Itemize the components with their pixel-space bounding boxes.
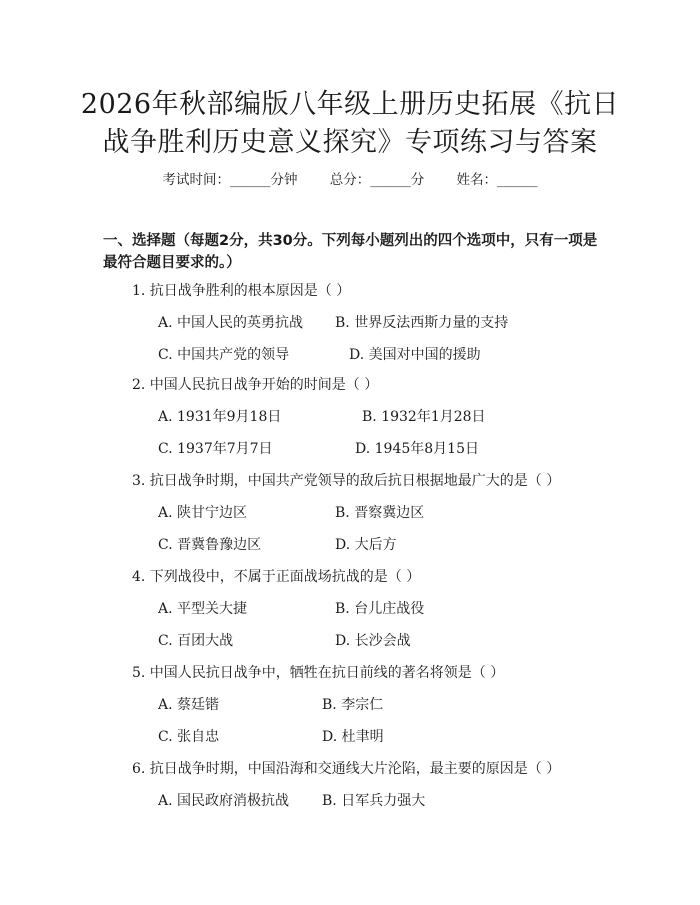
- question-stem: 5. 中国人民抗日战争中，牺牲在抗日前线的著名将领是（ ）: [132, 665, 505, 681]
- option-c: C. 中国共产党的领导: [158, 347, 290, 363]
- option-a: A. 1931年9月18日: [158, 409, 282, 425]
- section-heading: 一、选择题（每题2分，共30分。下列每小题列出的四个选项中，只有一项是最符合题目要求的。）: [103, 233, 598, 271]
- option-a: A. 蔡廷锴: [158, 697, 220, 713]
- exam-info: [0, 171, 700, 189]
- title-line-2: 战争胜利历史意义探究》专项练习与答案: [102, 127, 598, 158]
- question-stem: 6. 抗日战争时期，中国沿海和交通线大片沦陷，最主要的原因是（ ）: [132, 761, 561, 777]
- student-name: 姓名：______: [456, 172, 538, 188]
- option-d: D. 美国对中国的援助: [349, 347, 481, 363]
- option-c: C. 1937年7月7日: [158, 441, 273, 457]
- option-d: D. 1945年8月15日: [355, 441, 479, 457]
- option-d: D. 长沙会战: [335, 633, 411, 649]
- option-d: D. 杜聿明: [322, 729, 384, 745]
- option-a: A. 平型关大捷: [158, 601, 248, 617]
- option-a: A. 陕甘宁边区: [158, 505, 248, 521]
- option-b: B. 晋察冀边区: [335, 505, 425, 521]
- option-c: C. 百团大战: [158, 633, 234, 649]
- option-a: A. 国民政府消极抗战: [158, 793, 290, 809]
- option-c: C. 张自忠: [158, 729, 220, 745]
- question-stem: 3. 抗日战争时期，中国共产党领导的敌后抗日根据地最广大的是（ ）: [132, 473, 561, 489]
- option-a: A. 中国人民的英勇抗战: [158, 315, 304, 331]
- option-b: B. 1932年1月28日: [362, 409, 486, 425]
- title-line-1: 2026年秋部编版八年级上册历史拓展《抗日: [80, 89, 620, 120]
- question-stem: 1. 抗日战争胜利的根本原因是（ ）: [132, 283, 351, 299]
- total-score: 总分：______分: [329, 172, 425, 188]
- option-b: B. 李宗仁: [322, 697, 384, 713]
- exam-time: 考试时间：______分钟: [162, 172, 298, 188]
- question-stem: 2. 中国人民抗日战争开始的时间是（ ）: [132, 377, 379, 393]
- option-b: B. 台儿庄战役: [335, 601, 425, 617]
- option-b: B. 世界反法西斯力量的支持: [335, 315, 509, 331]
- question-stem: 4. 下列战役中，不属于正面战场抗战的是（ ）: [132, 569, 421, 585]
- document-title: [60, 86, 640, 162]
- option-c: C. 晋冀鲁豫边区: [158, 537, 262, 553]
- option-b: B. 日军兵力强大: [322, 793, 426, 809]
- option-d: D. 大后方: [335, 537, 397, 553]
